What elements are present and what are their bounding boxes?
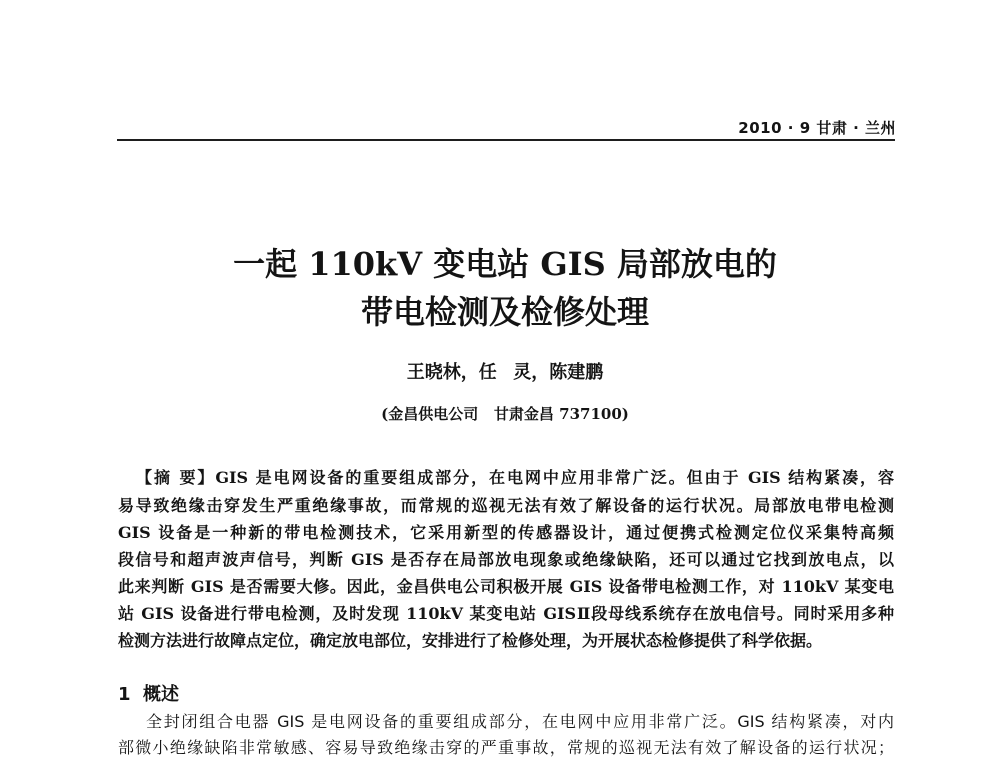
paper-title-line-2: 带电检测及检修处理 [360, 293, 649, 331]
abstract-line-1 [136, 466, 894, 490]
paper-title-line-1: 一起 110kV 变电站 GIS 局部放电的 [233, 245, 777, 283]
abstract-label: 【摘 要】 [136, 468, 216, 487]
abstract-line-3: GIS 设备是一种新的带电检测技术，它采用新型的传感器设计，通过便携式检测定位仪采集特高频 [118, 523, 894, 542]
body-line-1: 全封闭组合电器 GIS 是电网设备的重要组成部分，在电网中应用非常广泛。GIS 结构紧凑，对内 [146, 712, 894, 731]
running-header: 2010 · 9 甘肃 · 兰州 [738, 119, 896, 137]
abstract-text: GIS 是电网设备的重要组成部分，在电网中应用非常广泛。但由于 GIS 结构紧凑，容 [215, 468, 894, 487]
abstract-line-2: 易导致绝缘击穿发生严重绝缘事故，而常规的巡视无法有效了解设备的运行状况。局部放电带电检测 [118, 496, 894, 515]
header-rule [117, 139, 895, 141]
affiliation: (金昌供电公司 甘肃金昌 737100) [381, 405, 629, 423]
abstract-line-4: 段信号和超声波声信号，判断 GIS 是否存在局部放电现象或绝缘缺陷，还可以通过它找到放电点，以 [118, 550, 894, 569]
section-heading: 1 概述 [118, 684, 180, 705]
abstract-line-7: 检测方法进行故障点定位，确定放电部位，安排进行了检修处理，为开展状态检修提供了科学依据。 [118, 631, 823, 650]
author-list: 王晓林，任 灵，陈建鹏 [406, 362, 604, 383]
body-line-2: 部微小绝缘缺陷非常敏感、容易导致绝缘击穿的严重事故，常规的巡视无法有效了解设备的运行状况； [118, 738, 894, 757]
abstract-line-6: 站 GIS 设备进行带电检测，及时发现 110kV 某变电站 GISⅡ段母线系统存在放电信号。同时采用多种 [118, 604, 894, 623]
abstract-line-5: 此来判断 GIS 是否需要大修。因此，金昌供电公司积极开展 GIS 设备带电检测工作，对 110kV 某变电 [118, 577, 894, 596]
